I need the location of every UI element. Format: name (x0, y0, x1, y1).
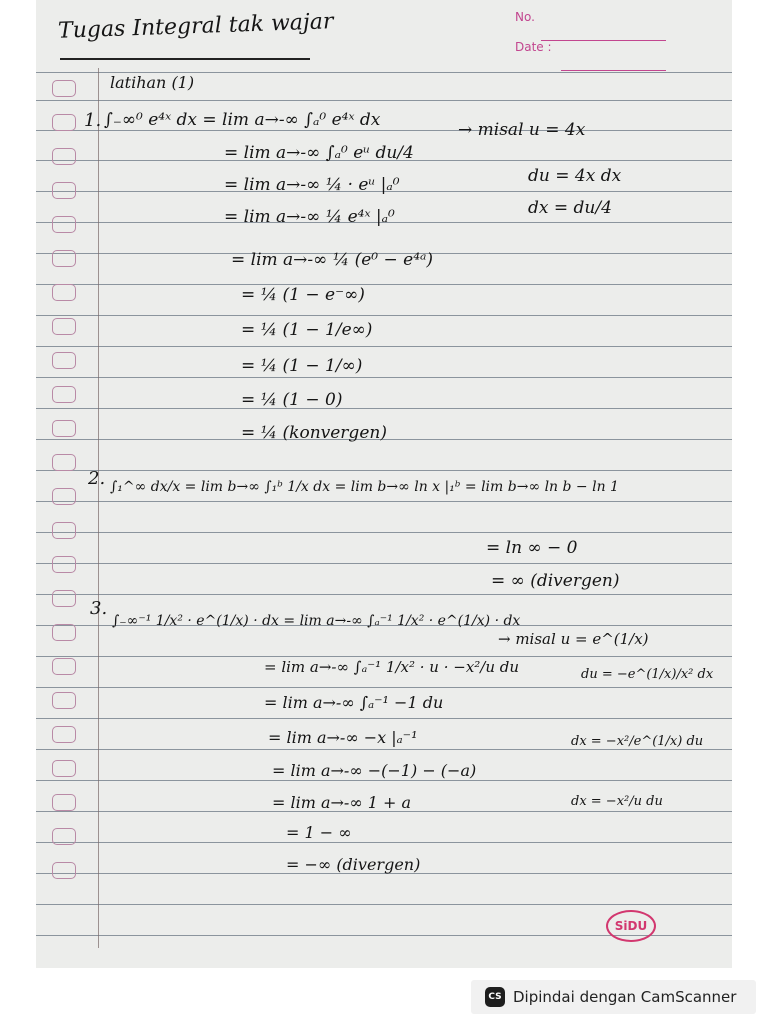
camscanner-icon: CS (485, 987, 505, 1007)
binding-hole (52, 726, 76, 743)
binding-hole (52, 454, 76, 471)
scanner-text: Dipindai dengan CamScanner (513, 988, 737, 1006)
problem-3-side-note: → misal u = e^(1/x) (498, 630, 649, 648)
notebook-page (36, 0, 732, 968)
problem-3-line: = lim a→-∞ 1 + a (272, 793, 412, 812)
problem-3-line: = lim a→-∞ ∫ₐ⁻¹ −1 du (264, 693, 444, 712)
date-label: Date : (515, 40, 552, 54)
problem-3-line: ∫₋∞⁻¹ 1/x² · e^(1/x) · dx = lim a→-∞ ∫ₐ⁻¹ 1/x² · e^(1/x) · dx (112, 613, 521, 629)
problem-1-side-note: dx = du/4 (528, 198, 612, 218)
binding-hole (52, 250, 76, 267)
binding-hole (52, 182, 76, 199)
problem-1-line: = ¼ (1 − 1/∞) (241, 356, 363, 376)
binding-hole (52, 590, 76, 607)
scanner-watermark (471, 980, 756, 1014)
binding-hole (52, 148, 76, 165)
problem-1-line: ∫₋∞⁰ e⁴ˣ dx = lim a→-∞ ∫ₐ⁰ e⁴ˣ dx (104, 110, 381, 130)
problem-3-line: = lim a→-∞ ∫ₐ⁻¹ 1/x² · u · −x²/u du (264, 658, 520, 676)
problem-1-side-note: du = 4x dx (528, 166, 622, 186)
header-underline (60, 58, 310, 60)
problem-3-side-note: dx = −x²/e^(1/x) du (571, 734, 704, 749)
problem-2-line: = ∞ (divergen) (491, 571, 620, 591)
problem-1-line: = ¼ (konvergen) (241, 423, 387, 443)
binding-hole (52, 658, 76, 675)
problem-3-side-note: du = −e^(1/x)/x² dx (581, 667, 714, 682)
binding-hole (52, 862, 76, 879)
problem-2-line: ∫₁^∞ dx/x = lim b→∞ ∫₁ᵇ 1/x dx = lim b→∞ ln x |₁ᵇ = lim b→∞ ln b − ln 1 (110, 479, 619, 495)
binding-hole (52, 216, 76, 233)
binding-hole (52, 692, 76, 709)
problem-3-line: = lim a→-∞ −x |ₐ⁻¹ (268, 728, 418, 747)
problem-1-line: = lim a→-∞ ¼ (e⁰ − e⁴ᵃ) (231, 250, 434, 270)
binding-hole (52, 352, 76, 369)
problem-1-line: = lim a→-∞ ¼ · eᵘ |ₐ⁰ (224, 175, 400, 195)
binding-hole (52, 760, 76, 777)
date-line (561, 70, 666, 71)
problem-1-line: = ¼ (1 − 1/e∞) (241, 320, 373, 340)
problem-number: 3. (90, 598, 108, 619)
binding-hole (52, 488, 76, 505)
problem-1-line: = ¼ (1 − e⁻∞) (241, 285, 365, 305)
binding-hole (52, 80, 76, 97)
binding-hole (52, 828, 76, 845)
problem-1-side-note: → misal u = 4x (458, 120, 586, 140)
problem-3-line: = −∞ (divergen) (286, 855, 421, 874)
problem-3-line: = 1 − ∞ (286, 823, 352, 842)
binding-hole (52, 556, 76, 573)
binding-hole (52, 114, 76, 131)
problem-2-line: = ln ∞ − 0 (486, 538, 578, 558)
binding-hole (52, 284, 76, 301)
no-line (541, 40, 666, 41)
margin-line (98, 68, 99, 948)
page-title: Tugas Integral tak wajar (57, 9, 334, 44)
binding-hole (52, 624, 76, 641)
binding-hole (52, 386, 76, 403)
problem-1-line: = lim a→-∞ ¼ e⁴ˣ |ₐ⁰ (224, 207, 395, 227)
section-title: latihan (1) (110, 73, 195, 92)
problem-number: 1. (84, 110, 102, 131)
problem-3-line: = lim a→-∞ −(−1) − (−a) (272, 761, 477, 780)
problem-3-side-note: dx = −x²/u du (571, 794, 663, 809)
binding-hole (52, 794, 76, 811)
problem-number: 2. (88, 468, 106, 489)
problem-1-line: = ¼ (1 − 0) (241, 390, 343, 410)
problem-1-line: = lim a→-∞ ∫ₐ⁰ eᵘ du/4 (224, 143, 414, 163)
binding-hole (52, 318, 76, 335)
no-label: No. (515, 10, 535, 24)
brand-stamp: SiDU (606, 910, 656, 942)
binding-hole (52, 522, 76, 539)
binding-hole (52, 420, 76, 437)
